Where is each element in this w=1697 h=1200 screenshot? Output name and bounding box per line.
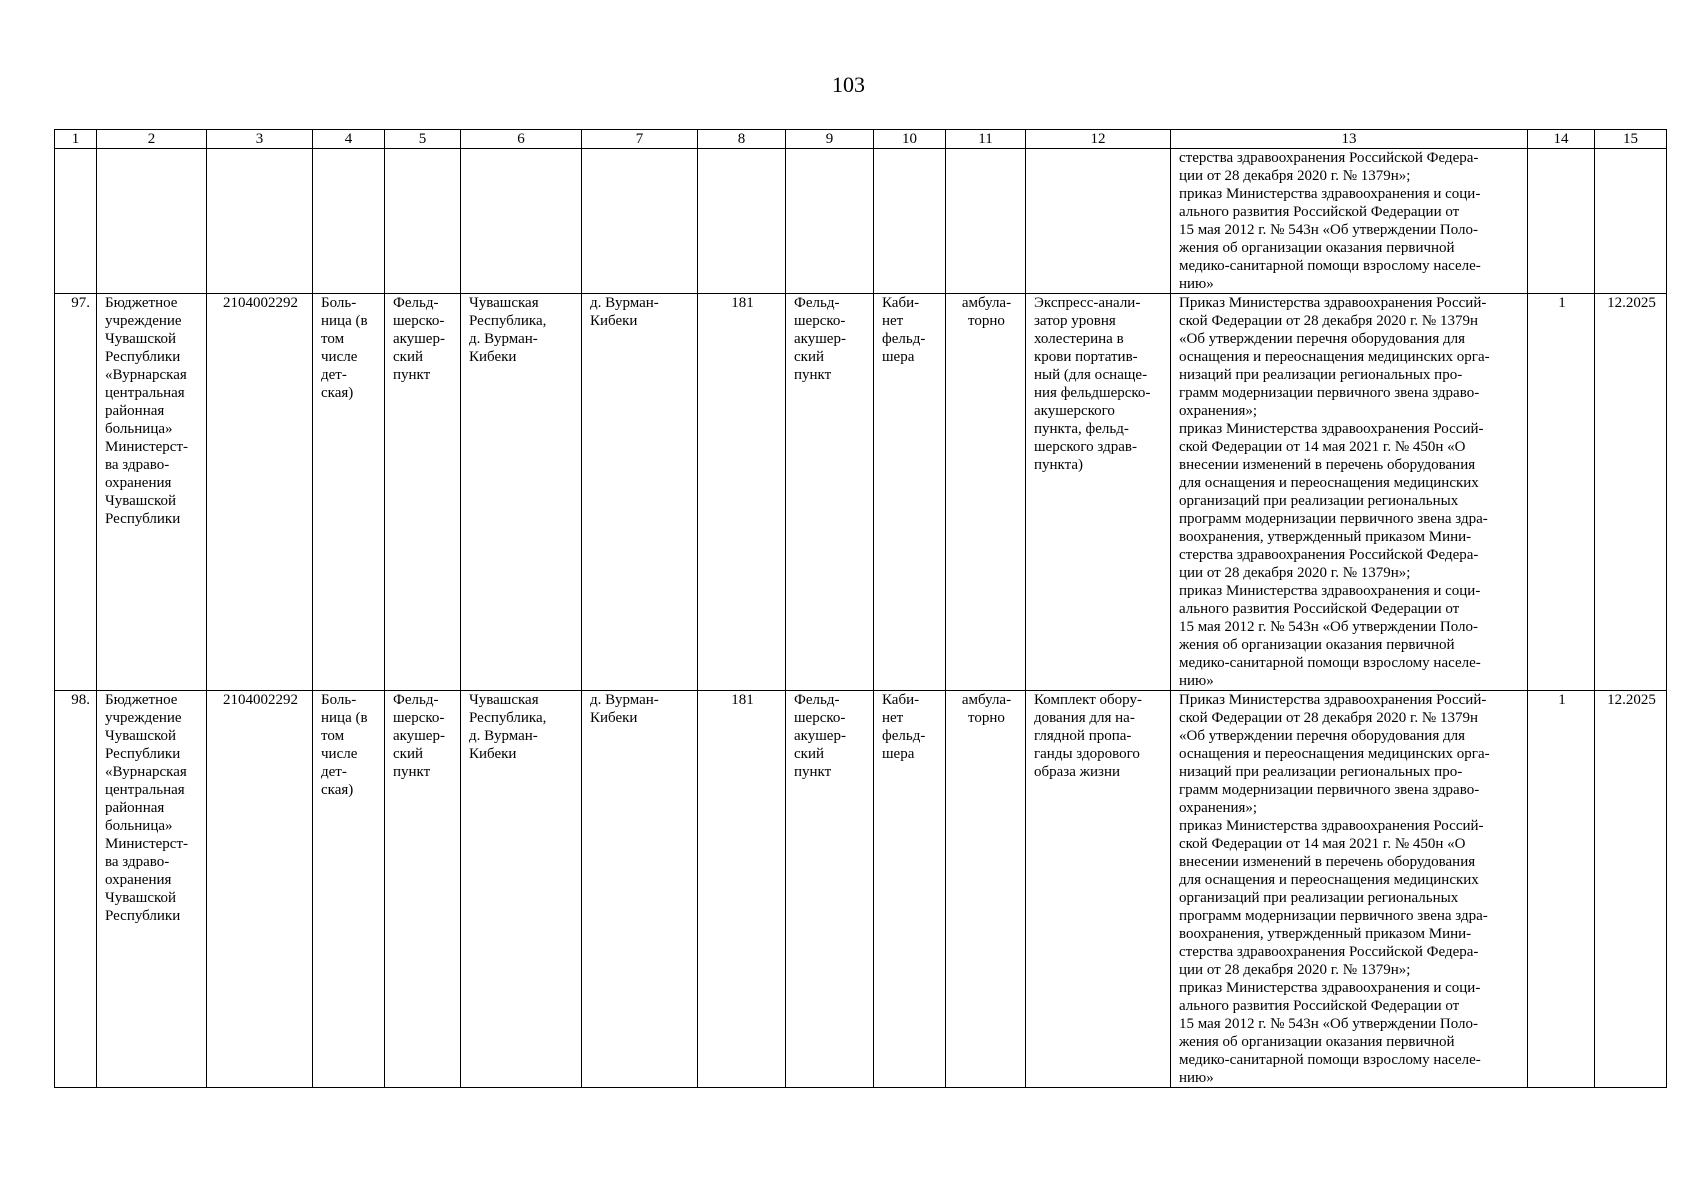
cell-population: 181 [698,294,786,691]
column-header-8: 8 [698,130,786,149]
cell-inn [207,149,313,294]
cell-organization: Бюджетное учреждение Чувашской Республики «Вурнарская центральная районная больница» Министерст- ва здраво- охранения Чувашской Республики [97,691,207,1088]
column-header-3: 3 [207,130,313,149]
cell-date: 12.2025 [1595,691,1667,1088]
cell-subdivision: Фельд- шерско- акушер- ский пункт [786,691,874,1088]
cell-address: Чувашская Республика, д. Вурман- Кибеки [461,294,582,691]
cell-facility-type: Боль- ница (в том числе дет- ская) [313,294,385,691]
cell-legal-basis: Приказ Министерства здравоохранения Россий- ской Федерации от 28 декабря 2020 г. № 1379н «Об утверждении перечня оборудования для оснащения и переоснащения медицинских орга- низаций при реализации региональных про- грамм модернизации первичного звена здраво- охранения»; приказ Министерства здравоохранения Россий- ской Федерации от 14 мая 2021 г. № 450н «О внесении изменений в перечень оборудования для оснащения и переоснащения медицинских организаций при реализации региональных программ модернизации первичного звена здра- воохранения, утвержденный приказом Мини- стерства здравоохранения Российской Федера- ции от 28 декабря 2020 г. № 1379н»; приказ Министерства здравоохранения и соци- ального развития Российской Федерации от 15 мая 2012 г. № 543н «Об утверждении Поло- жения об организации оказания первичной медико-санитарной помощи взрослому населе- нию» [1171,691,1528,1088]
cell-cabinet: Каби- нет фельд- шера [874,294,946,691]
cell-quantity: 1 [1528,294,1595,691]
cell-quantity [1528,149,1595,294]
column-header-14: 14 [1528,130,1595,149]
cell-population: 181 [698,691,786,1088]
cell-cabinet [874,149,946,294]
column-header-9: 9 [786,130,874,149]
cell-date: 12.2025 [1595,294,1667,691]
cell-number [55,149,97,294]
cell-care-form [946,149,1026,294]
table-row [55,691,1667,1088]
cell-subdivision: Фельд- шерско- акушер- ский пункт [786,294,874,691]
cell-locality: д. Вурман- Кибеки [582,691,698,1088]
table-row [55,294,1667,691]
column-header-10: 10 [874,130,946,149]
column-header-7: 7 [582,130,698,149]
column-number-row [55,130,1667,149]
column-header-13: 13 [1171,130,1528,149]
cell-cabinet: Каби- нет фельд- шера [874,691,946,1088]
cell-equipment [1026,149,1171,294]
cell-inn: 2104002292 [207,294,313,691]
cell-population [698,149,786,294]
cell-locality: д. Вурман- Кибеки [582,294,698,691]
page-number: 103 [832,72,865,97]
cell-equipment: Экспресс-анали- затор уровня холестерина в крови портатив- ный (для оснаще- ния фельдшерско- акушерского пункта, фельд- шерского здрав- пункта) [1026,294,1171,691]
cell-subdivision [786,149,874,294]
cell-unit-type: Фельд- шерско- акушер- ский пункт [385,294,461,691]
cell-facility-type: Боль- ница (в том числе дет- ская) [313,691,385,1088]
cell-address [461,149,582,294]
cell-locality [582,149,698,294]
cell-facility-type [313,149,385,294]
table-row-continuation [55,149,1667,294]
cell-unit-type [385,149,461,294]
equipment-table [54,129,1667,1088]
column-header-4: 4 [313,130,385,149]
cell-care-form: амбула- торно [946,691,1026,1088]
cell-care-form: амбула- торно [946,294,1026,691]
column-header-15: 15 [1595,130,1667,149]
column-header-5: 5 [385,130,461,149]
cell-date [1595,149,1667,294]
cell-quantity: 1 [1528,691,1595,1088]
cell-equipment: Комплект обору- дования для на- глядной пропа- ганды здорового образа жизни [1026,691,1171,1088]
cell-number: 97. [55,294,97,691]
column-header-6: 6 [461,130,582,149]
cell-address: Чувашская Республика, д. Вурман- Кибеки [461,691,582,1088]
cell-organization [97,149,207,294]
cell-organization: Бюджетное учреждение Чувашской Республики «Вурнарская центральная районная больница» Министерст- ва здраво- охранения Чувашской Республики [97,294,207,691]
column-header-2: 2 [97,130,207,149]
cell-inn: 2104002292 [207,691,313,1088]
cell-number: 98. [55,691,97,1088]
cell-unit-type: Фельд- шерско- акушер- ский пункт [385,691,461,1088]
column-header-1: 1 [55,130,97,149]
column-header-11: 11 [946,130,1026,149]
cell-legal-basis: Приказ Министерства здравоохранения Россий- ской Федерации от 28 декабря 2020 г. № 1379н «Об утверждении перечня оборудования для оснащения и переоснащения медицинских орга- низаций при реализации региональных про- грамм модернизации первичного звена здраво- охранения»; приказ Министерства здравоохранения Россий- ской Федерации от 14 мая 2021 г. № 450н «О внесении изменений в перечень оборудования для оснащения и переоснащения медицинских организаций при реализации региональных программ модернизации первичного звена здра- воохранения, утвержденный приказом Мини- стерства здравоохранения Российской Федера- ции от 28 декабря 2020 г. № 1379н»; приказ Министерства здравоохранения и соци- ального развития Российской Федерации от 15 мая 2012 г. № 543н «Об утверждении Поло- жения об организации оказания первичной медико-санитарной помощи взрослому населе- нию» [1171,294,1528,691]
column-header-12: 12 [1026,130,1171,149]
cell-legal-basis: стерства здравоохранения Российской Федера- ции от 28 декабря 2020 г. № 1379н»; приказ Министерства здравоохранения и соци- ального развития Российской Федерации от 15 мая 2012 г. № 543н «Об утверждении Поло- жения об организации оказания первичной медико-санитарной помощи взрослому населе- нию» [1171,149,1528,294]
